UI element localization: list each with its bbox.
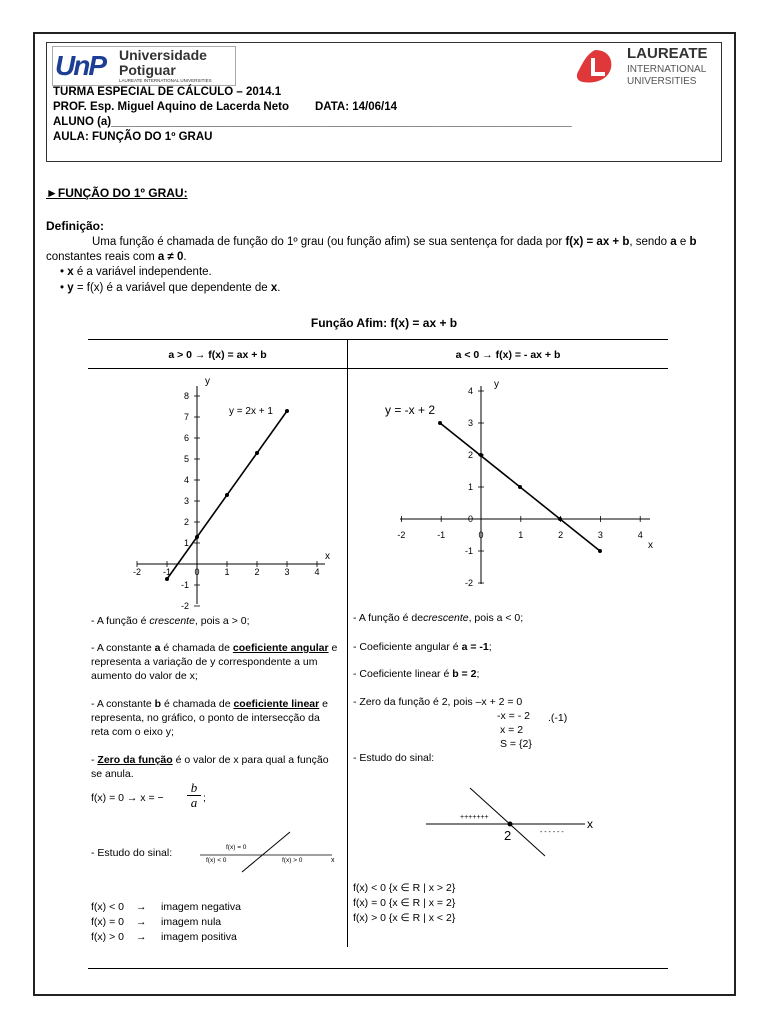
right-text-1-post: , pois a < 0; bbox=[468, 612, 524, 624]
left-text-2-b: a bbox=[154, 642, 161, 654]
left-text-3-d: coeficiente linear bbox=[233, 698, 320, 710]
right-text-3-post: ; bbox=[476, 668, 480, 680]
definition-heading: Definição: bbox=[46, 219, 105, 233]
bullet-y bbox=[60, 281, 280, 295]
image-row-desc: imagem positiva bbox=[161, 931, 237, 943]
left-y-tick-label: 6 bbox=[183, 433, 189, 443]
image-row-arrow: → bbox=[136, 901, 147, 913]
definition-line1 bbox=[92, 235, 697, 249]
table-bottom-rule bbox=[88, 968, 668, 969]
left-text-3-line2: representa, no gráfico, o ponto de intersecção da bbox=[91, 712, 320, 724]
image-row-desc: imagem nula bbox=[161, 916, 222, 928]
right-y-axis-label: y bbox=[494, 379, 499, 390]
table-header-rule bbox=[88, 368, 668, 369]
left-y-tick-label: 3 bbox=[183, 496, 189, 506]
bullet-x-text: é a variável independente. bbox=[73, 266, 212, 278]
right-text-3-bold: b = 2 bbox=[452, 668, 477, 680]
unp-logo-text: UnP bbox=[55, 50, 105, 81]
right-x-tick-label: 4 bbox=[637, 530, 643, 540]
right-x-tick-label: -2 bbox=[397, 530, 406, 540]
left-x-tick-label: -2 bbox=[132, 567, 142, 577]
right-sign-minus: - - - - - - bbox=[540, 829, 564, 836]
definition-and: e bbox=[676, 236, 690, 248]
table-title: Função Afim: f(x) = ax + b bbox=[310, 316, 458, 330]
image-row-cond: f(x) < 0 bbox=[91, 901, 124, 913]
bullet-y-var: y bbox=[67, 282, 74, 294]
left-y-tick-label: 1 bbox=[183, 538, 189, 548]
right-sign-diagram bbox=[420, 784, 620, 860]
right-sign-root: 2 bbox=[504, 828, 512, 843]
right-text-2-pre: - Coeficiente angular é bbox=[353, 641, 462, 653]
right-zero-line3: x = 2 bbox=[500, 724, 524, 736]
unp-name-line2: Potiguar bbox=[119, 62, 176, 78]
right-zero-line1: - Zero da função é 2, pois –x + 2 = 0 bbox=[353, 696, 523, 708]
definition-text-2: , sendo bbox=[629, 236, 671, 248]
right-x-tick-label: -1 bbox=[437, 530, 446, 540]
left-y-tick-label: 5 bbox=[183, 454, 189, 464]
definition-a: a bbox=[670, 236, 677, 248]
right-graph bbox=[380, 372, 660, 592]
section-title: ►FUNÇÃO DO 1º GRAU: bbox=[46, 186, 188, 200]
sign-set-row: f(x) < 0 {x ∈ R | x > 2} bbox=[353, 882, 456, 894]
left-point-1 bbox=[225, 493, 229, 497]
right-text-1-em: crescente bbox=[423, 612, 469, 624]
right-sign-label: - Estudo do sinal: bbox=[353, 752, 435, 764]
image-row-cond: f(x) = 0 bbox=[91, 916, 124, 928]
zero-denominator: a bbox=[190, 795, 198, 810]
right-sign-x: x bbox=[587, 817, 593, 831]
left-text-1-post: , pois a > 0; bbox=[194, 615, 250, 627]
left-text-4-c: é o valor de x para qual a função bbox=[172, 754, 329, 766]
left-text-4-b: Zero da função bbox=[97, 754, 173, 766]
laureate-line3: UNIVERSITIES bbox=[627, 76, 697, 87]
right-y-tick-label: -2 bbox=[464, 578, 473, 588]
left-x-tick-label: 3 bbox=[284, 567, 290, 577]
image-table bbox=[91, 900, 311, 945]
left-text-4-line2: se anula. bbox=[91, 768, 134, 780]
zero-numerator: b bbox=[187, 781, 201, 796]
right-y-tick-label: 1 bbox=[467, 482, 473, 492]
unp-subtitle: LAUREATE INTERNATIONAL UNIVERSITIES bbox=[119, 78, 212, 83]
laureate-logo-icon bbox=[575, 48, 615, 86]
right-zero-line2: -x = - 2 bbox=[497, 710, 530, 722]
left-text-3-line3: reta com o eixo y; bbox=[91, 726, 174, 738]
date-line: DATA: 14/06/14 bbox=[315, 101, 398, 113]
left-text-2 bbox=[91, 641, 337, 655]
left-text-3-a: - A constante bbox=[91, 698, 155, 710]
left-y-tick-label: -1 bbox=[180, 580, 189, 590]
left-text-1-pre: - A função é bbox=[91, 615, 150, 627]
right-point-1 bbox=[518, 485, 522, 489]
left-text-4-a: - bbox=[91, 754, 98, 766]
left-text-3-c: é chamada de bbox=[161, 698, 234, 710]
right-text-1 bbox=[353, 611, 523, 625]
left-y-axis-label: y bbox=[205, 376, 210, 387]
image-row bbox=[91, 915, 311, 930]
left-text-3-b: b bbox=[154, 698, 162, 710]
bullet-y-text: = f(x) é a variável que dependente de bbox=[73, 282, 271, 294]
zero-fraction bbox=[187, 781, 201, 810]
left-sign-gt0: f(x) > 0 bbox=[282, 857, 303, 864]
left-graph-label: y = 2x + 1 bbox=[229, 406, 273, 417]
image-row-cond: f(x) > 0 bbox=[91, 931, 124, 943]
left-text-1-em: crescente bbox=[149, 615, 195, 627]
right-sets bbox=[353, 881, 455, 926]
sign-set-row: f(x) > 0 {x ∈ R | x < 2} bbox=[353, 912, 456, 924]
right-x-tick-label: 0 bbox=[478, 530, 484, 540]
unp-logo-mark bbox=[55, 49, 103, 82]
image-row bbox=[91, 930, 311, 945]
table-top-rule bbox=[88, 339, 668, 340]
right-sign-plus: +++++++ bbox=[460, 814, 489, 821]
right-sign-line bbox=[470, 788, 545, 856]
table-column-divider bbox=[347, 339, 348, 947]
left-text-2-line2: representa a variação de y correspondente a um bbox=[91, 656, 318, 668]
left-text-2-d: coeficiente angular bbox=[232, 642, 329, 654]
definition-line2-start: constantes reais com bbox=[46, 251, 158, 263]
definition-text-1: Uma função é chamada de função do 1º grau (ou função afim) se sua sentença for dada por bbox=[92, 236, 566, 248]
zero-end: ; bbox=[203, 792, 206, 804]
left-x-tick-label: 1 bbox=[224, 567, 230, 577]
bullet-y-end: . bbox=[277, 282, 281, 294]
right-text-2 bbox=[353, 640, 492, 654]
left-x-tick-label: -1 bbox=[162, 567, 172, 577]
definition-condition: a ≠ 0 bbox=[157, 251, 184, 263]
left-x-tick-label: 2 bbox=[254, 567, 260, 577]
class-line: TURMA ESPECIAL DE CÁLCULO – 2014.1 bbox=[53, 86, 282, 98]
right-header: a < 0 → f(x) = - ax + b bbox=[455, 349, 561, 361]
left-x-tick-label: 4 bbox=[314, 567, 320, 577]
definition-b: b bbox=[689, 236, 697, 248]
right-x-tick-label: 1 bbox=[518, 530, 524, 540]
left-y-tick-label: 8 bbox=[183, 391, 189, 401]
right-text-3 bbox=[353, 667, 479, 681]
right-y-tick-label: 3 bbox=[467, 418, 473, 428]
left-sign-label: - Estudo do sinal: bbox=[91, 847, 173, 859]
right-x-tick-label: 3 bbox=[597, 530, 603, 540]
left-graph bbox=[125, 372, 340, 612]
right-text-2-bold: a = -1 bbox=[461, 641, 489, 653]
definition-period: . bbox=[183, 251, 187, 263]
laureate-logo bbox=[570, 44, 710, 88]
bullet-x bbox=[60, 265, 212, 279]
image-row-desc: imagem negativa bbox=[161, 901, 241, 913]
left-y-tick-label: 7 bbox=[183, 412, 189, 422]
laureate-name: LAUREATE bbox=[627, 45, 708, 62]
right-point-0 bbox=[479, 453, 483, 457]
left-text-4 bbox=[91, 753, 329, 767]
right-x-axis-label: x bbox=[648, 540, 653, 551]
right-sign-root-point bbox=[508, 822, 513, 827]
right-text-3-pre: - Coeficiente linear é bbox=[353, 668, 453, 680]
definition-line2 bbox=[46, 250, 187, 264]
left-sign-diagram bbox=[194, 828, 344, 874]
left-sign-line bbox=[242, 832, 290, 872]
right-zero-line4: S = {2} bbox=[500, 738, 532, 750]
bullet-y-prefix: • bbox=[60, 282, 68, 294]
sign-set-row: f(x) = 0 {x ∈ R | x = 2} bbox=[353, 897, 456, 909]
right-y-tick-label: 0 bbox=[467, 514, 473, 524]
left-x-tick-label: 0 bbox=[194, 567, 200, 577]
unp-logo bbox=[52, 46, 236, 86]
left-text-2-a: - A constante bbox=[91, 642, 155, 654]
image-row-arrow: → bbox=[136, 916, 147, 928]
left-text-3 bbox=[91, 697, 328, 711]
left-point-0 bbox=[195, 535, 199, 539]
left-sign-lt0: f(x) < 0 bbox=[206, 857, 227, 864]
right-y-tick-label: -1 bbox=[464, 546, 473, 556]
left-point-3 bbox=[285, 409, 289, 413]
image-row-arrow: → bbox=[136, 931, 147, 943]
left-header: a > 0 → f(x) = ax + b bbox=[168, 349, 267, 361]
right-y-tick-label: 4 bbox=[467, 386, 473, 396]
right-text-1-pre: - A função é de bbox=[353, 612, 424, 624]
bullet-y-dep: x bbox=[270, 282, 278, 294]
left-point-neg1 bbox=[165, 577, 169, 581]
left-sign-eq0: f(x) = 0 bbox=[226, 844, 247, 851]
left-y-tick-label: 4 bbox=[183, 475, 189, 485]
right-graph-label: y = -x + 2 bbox=[385, 403, 436, 417]
prof-line: PROF. Esp. Miguel Aquino de Lacerda Neto bbox=[53, 101, 289, 113]
right-zero-line2b: .(-1) bbox=[548, 712, 568, 724]
laureate-line2: INTERNATIONAL bbox=[627, 64, 707, 75]
left-y-tick-label: -2 bbox=[180, 601, 189, 611]
definition-formula: f(x) = ax + b bbox=[565, 236, 630, 248]
left-y-tick-label: 2 bbox=[183, 517, 189, 527]
zero-formula: f(x) = 0 → x = − bbox=[91, 792, 164, 804]
student-line: ALUNO (a)________________________________________________________________________ bbox=[53, 116, 572, 128]
unp-name-line1: Universidade bbox=[119, 47, 207, 63]
left-text-1 bbox=[91, 614, 250, 628]
left-point-2 bbox=[255, 451, 259, 455]
bullet-x-var: x bbox=[67, 266, 74, 278]
right-text-2-post: ; bbox=[488, 641, 492, 653]
left-x-axis-label: x bbox=[325, 551, 330, 562]
right-y-tick-label: 2 bbox=[467, 450, 473, 460]
left-text-2-c: é chamada de bbox=[160, 642, 233, 654]
bullet-x-prefix: • bbox=[60, 266, 68, 278]
left-text-2-line3: aumento do valor de x; bbox=[91, 670, 198, 682]
lesson-line: AULA: FUNÇÃO DO 1º GRAU bbox=[53, 131, 213, 143]
right-point-2 bbox=[558, 517, 562, 521]
right-x-tick-label: 2 bbox=[558, 530, 564, 540]
right-point-neg1 bbox=[438, 421, 442, 425]
left-text-3-e: e bbox=[319, 698, 329, 710]
left-text-2-e: e bbox=[328, 642, 338, 654]
left-sign-x: x bbox=[331, 857, 335, 864]
image-row bbox=[91, 900, 311, 915]
right-point-3 bbox=[598, 549, 602, 553]
